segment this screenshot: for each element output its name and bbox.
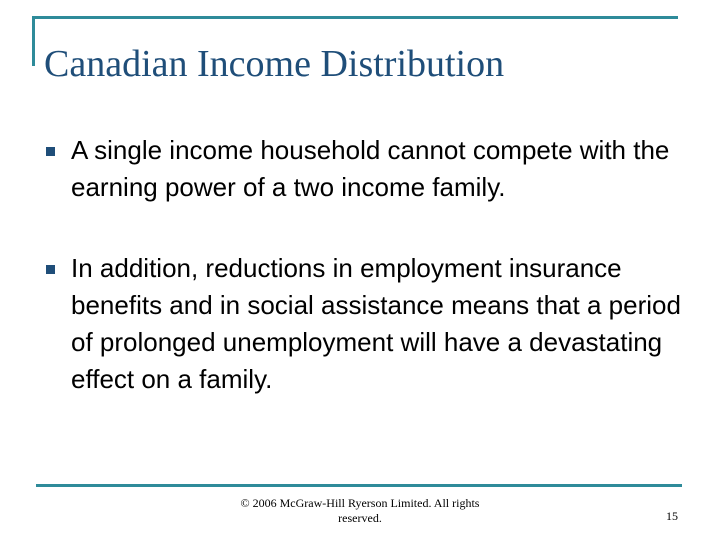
bullet-text: A single income household cannot compete with the earning power of a two income family.: [71, 135, 670, 202]
square-bullet-icon: [46, 147, 55, 156]
title-frame-left-line: [32, 16, 35, 66]
bullet-item: [46, 250, 686, 398]
copyright-notice: © 2006 McGraw-Hill Ryerson Limited. All rights reserved.: [240, 496, 480, 525]
slide-number: 15: [666, 509, 678, 523]
bullet-item: [46, 132, 686, 206]
square-bullet-icon: [46, 265, 55, 274]
slide-title: Canadian Income Distribution: [44, 43, 505, 85]
bullet-list: [46, 132, 686, 398]
title-frame-top-line: [32, 16, 678, 19]
footer-divider: [36, 484, 682, 487]
bullet-text: In addition, reductions in employment insurance benefits and in social assistance means that a period of prolonged unemployment will have a devastating effect on a family.: [71, 253, 681, 394]
